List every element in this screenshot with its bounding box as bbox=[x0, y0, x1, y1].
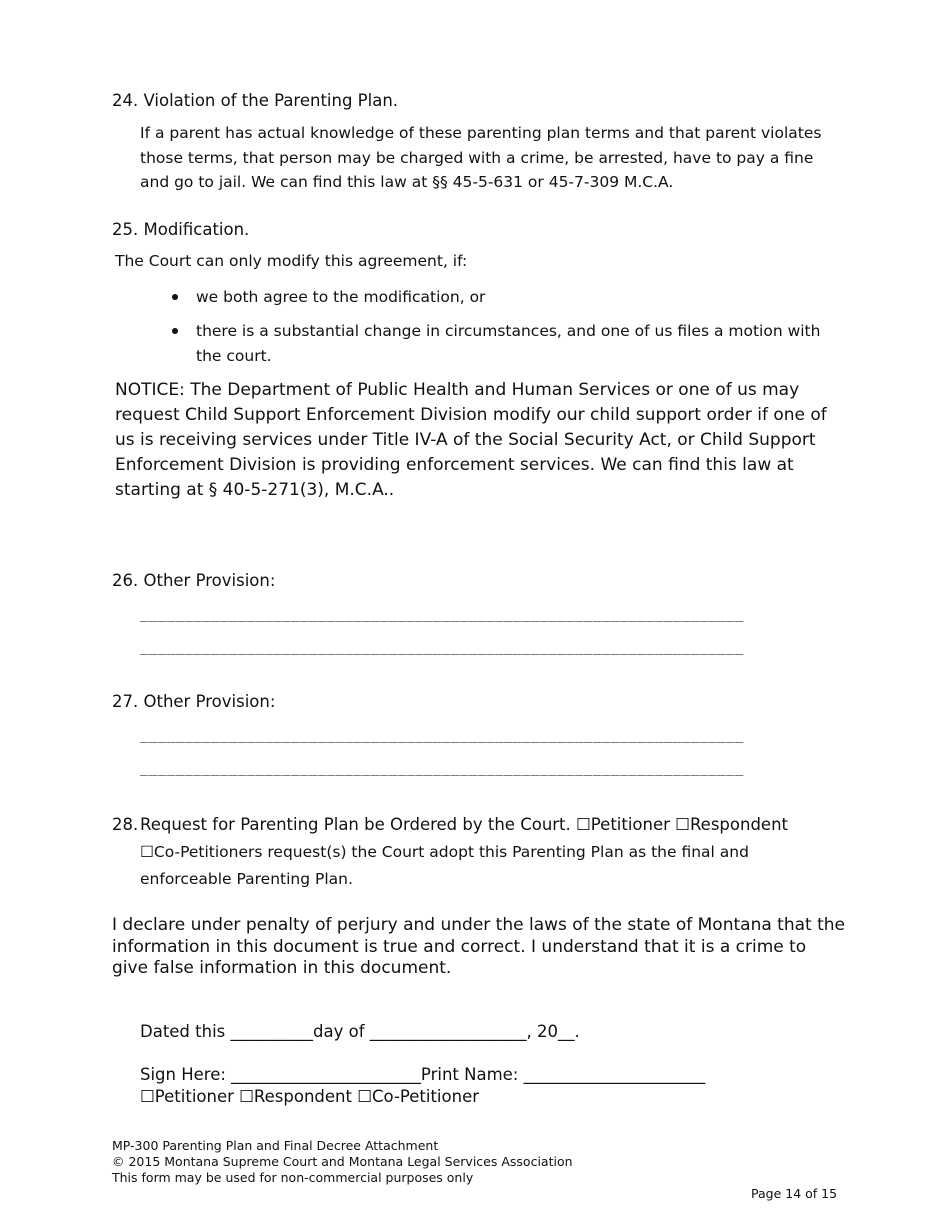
section-28-line-2: ☐Co-Petitioners request(s) the Court adopt this Parenting Plan as the final and bbox=[140, 843, 749, 861]
footer-copyright: © 2015 Montana Supreme Court and Montana Legal Services Association bbox=[112, 1154, 573, 1169]
section-27-heading: 27. Other Provision: bbox=[112, 692, 276, 711]
section-25-intro: The Court can only modify this agreement, if: bbox=[115, 252, 468, 270]
blank-line-field[interactable]: ____________________________________________________________________ bbox=[140, 606, 744, 622]
blank-line-field[interactable]: ____________________________________________________________________ bbox=[140, 639, 744, 655]
section-26-heading: 26. Other Provision: bbox=[112, 571, 276, 590]
declaration-paragraph: I declare under penalty of perjury and under the laws of the state of Montana that the information in this document is true and correct. I understand that it is a crime to give false information in this document. bbox=[112, 915, 845, 978]
list-item: there is a substantial change in circumstances, and one of us files a motion with the court. bbox=[196, 322, 821, 365]
bullet-icon bbox=[172, 328, 178, 334]
section-25-heading: 25. Modification. bbox=[112, 220, 250, 239]
dated-line[interactable]: Dated this __________day of ___________________, 20__. bbox=[140, 1022, 580, 1041]
section-28-line-3: enforceable Parenting Plan. bbox=[140, 870, 353, 888]
blank-line-field[interactable]: ____________________________________________________________________ bbox=[140, 760, 744, 776]
page-number: Page 14 of 15 bbox=[751, 1186, 838, 1201]
list-item: we both agree to the modification, or bbox=[196, 288, 486, 306]
footer-form-name: MP-300 Parenting Plan and Final Decree Attachment bbox=[112, 1138, 439, 1153]
signature-line[interactable]: Sign Here: _______________________Print Name: ______________________ bbox=[140, 1065, 706, 1084]
section-24-body: If a parent has actual knowledge of these parenting plan terms and that parent violates those terms, that person may be charged with a crime, be arrested, have to pay a fine and go to jail. We can find this law at §§ 45-5-631 or 45-7-309 M.C.A. bbox=[140, 124, 822, 191]
footer-usage: This form may be used for non-commercial purposes only bbox=[112, 1170, 474, 1185]
notice-paragraph: NOTICE: The Department of Public Health and Human Services or one of us may request Child Support Enforcement Division modify our child support order if one of us is receiving services under Title IV-A of the Social Security Act, or Child Support Enforcement Division is providing enforcement services. We can find this law at starting at § 40-5-271(3), M.C.A.. bbox=[115, 380, 827, 500]
signer-role-checkboxes[interactable]: ☐Petitioner ☐Respondent ☐Co-Petitioner bbox=[140, 1087, 480, 1106]
section-28-line-1: Request for Parenting Plan be Ordered by the Court. ☐Petitioner ☐Respondent bbox=[140, 815, 789, 834]
section-28-number: 28. bbox=[112, 815, 139, 834]
section-24-heading: 24. Violation of the Parenting Plan. bbox=[112, 91, 399, 110]
bullet-icon bbox=[172, 294, 178, 300]
blank-line-field[interactable]: ____________________________________________________________________ bbox=[140, 727, 744, 743]
